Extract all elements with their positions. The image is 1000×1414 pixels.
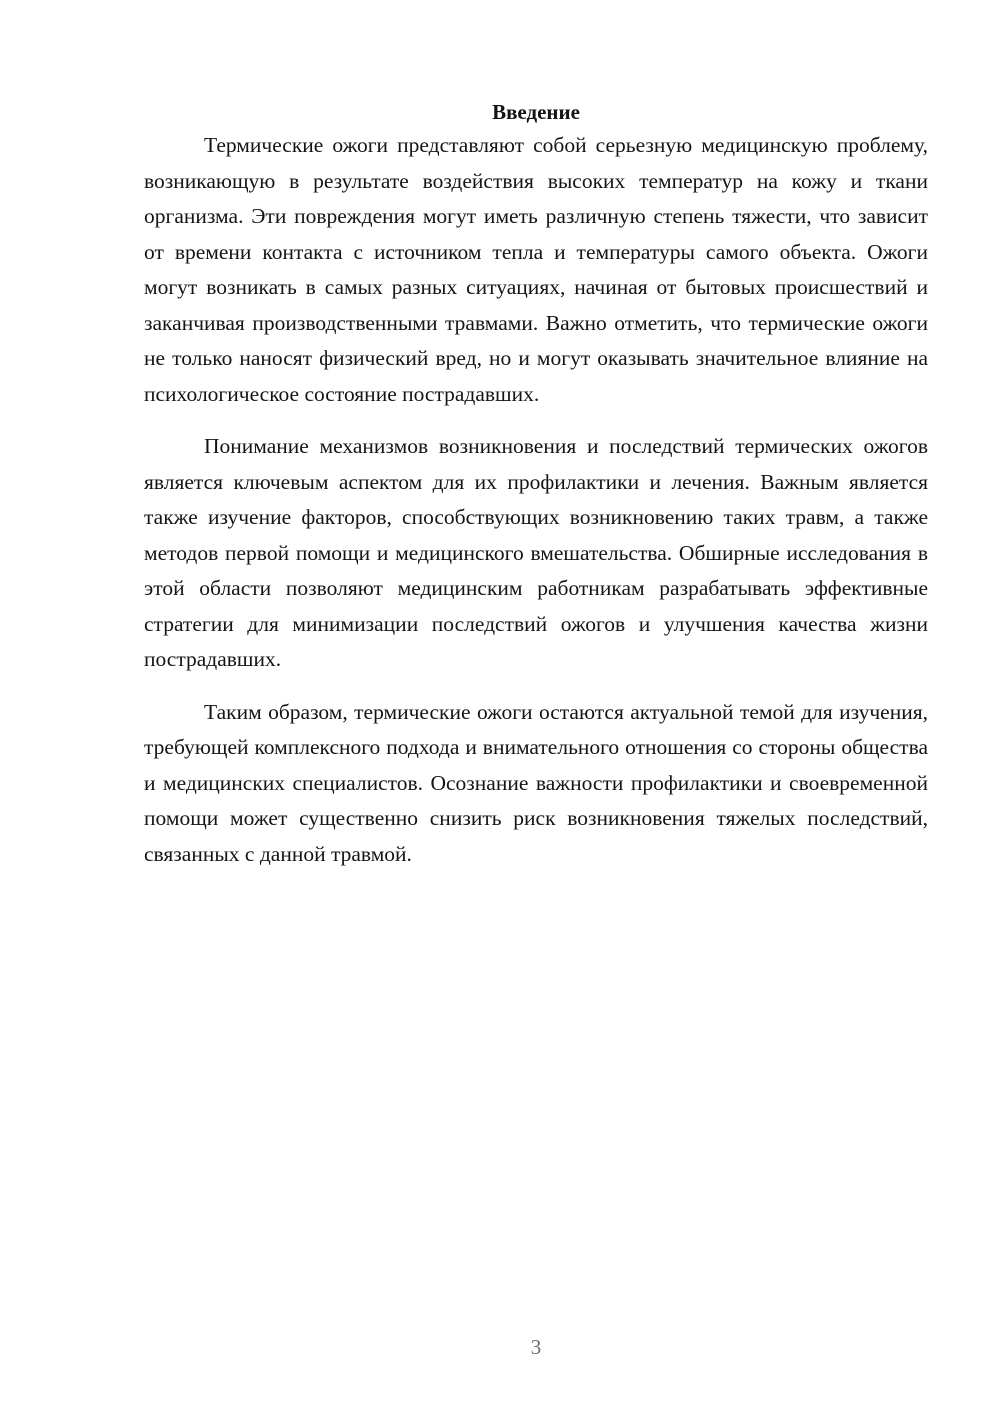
- section-heading: Введение: [492, 100, 580, 124]
- page-content: [144, 96, 928, 872]
- page-number: 3: [530, 1335, 542, 1359]
- paragraph-2: Понимание механизмов возникновения и последствий термических ожогов является ключевым аспектом для их профилактики и лечения. Важным является также изучение факторов, способствующих возникновению таких травм, а также методов первой помощи и медицинского вмешательства. Обширные исследования в этой области позволяют медицинским работникам разрабатывать эффективные стратегии для минимизации последствий ожогов и улучшения качества жизни пострадавших.: [144, 434, 928, 671]
- paragraph-3: Таким образом, термические ожоги остаются актуальной темой для изучения, требующей комплексного подхода и внимательного отношения со стороны общества и медицинских специалистов. Осознание важности профилактики и своевременной помощи может существенно снизить риск возникновения тяжелых последствий, связанных с данной травмой.: [144, 699, 928, 866]
- paragraph-1: Термические ожоги представляют собой серьезную медицинскую проблему, возникающую в результате воздействия высоких температур на кожу и ткани организма. Эти повреждения могут иметь различную степень тяжести, что зависит от времени контакта с источником тепла и температуры самого объекта. Ожоги могут возникать в самых разных ситуациях, начиная от бытовых происшествий и заканчивая производственными травмами. Важно отметить, что термические ожоги не только наносят физический вред, но и могут оказывать значительное влияние на психологическое состояние пострадавших.: [144, 133, 928, 406]
